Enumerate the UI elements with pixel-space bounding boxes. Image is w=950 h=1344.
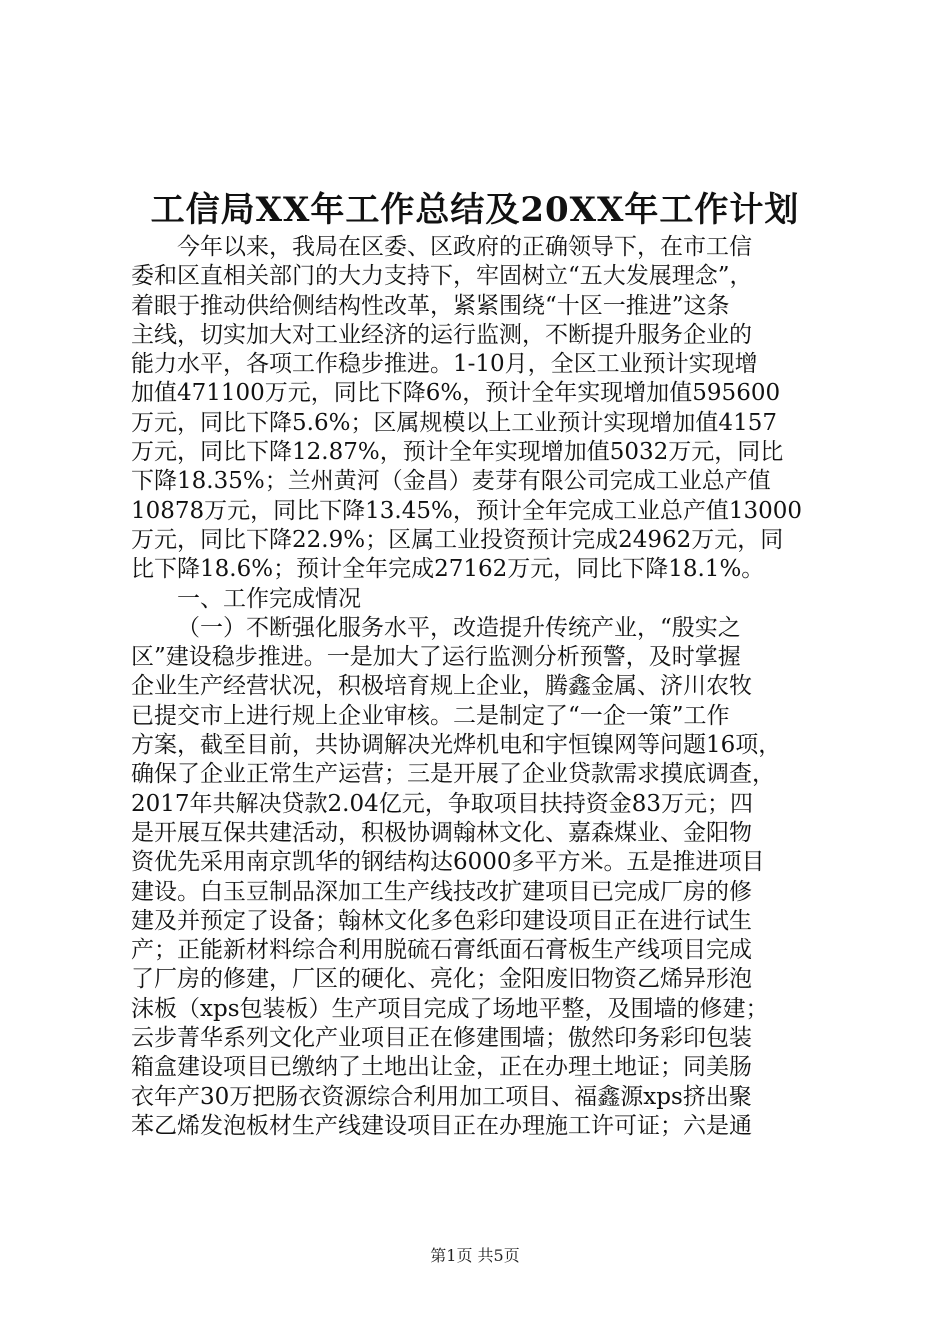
document-body (131, 233, 831, 1141)
paragraph-line: 确保了企业正常生产运营；三是开展了企业贷款需求摸底调查， (131, 761, 775, 788)
paragraph-line: 万元，同比下降12.87%，预计全年实现增加值5032万元，同比 (131, 439, 784, 466)
paragraph-line: 建设。白玉豆制品深加工生产线技改扩建项目已完成厂房的修 (131, 878, 752, 905)
paragraph-line: 万元，同比下降5.6%；区属规模以上工业预计实现增加值4157 (131, 409, 777, 436)
paragraph-line: 比下降18.6%；预计全年完成27162万元，同比下降18.1%。 (131, 556, 765, 583)
paragraph-line: 了厂房的修建，厂区的硬化、亮化；金阳废旧物资乙烯异形泡 (131, 966, 752, 993)
paragraph-line: 云步菁华系列文化产业项目正在修建围墙；傲然印务彩印包装 (131, 1025, 752, 1052)
paragraph-line: 衣年产30万把肠衣资源综合利用加工项目、福鑫源xps挤出聚 (131, 1083, 752, 1110)
paragraph-line: 方案，截至目前，共协调解决光烨机电和宇恒镍网等问题16项， (131, 732, 782, 759)
paragraph-line: 已提交市上进行规上企业审核。二是制定了“一企一策”工作 (131, 702, 730, 729)
paragraph-line: 产；正能新材料综合利用脱硫石膏纸面石膏板生产线项目完成 (131, 937, 752, 964)
paragraph-line: 资优先采用南京凯华的钢结构达6000多平方米。五是推进项目 (131, 849, 765, 876)
paragraph-line: 万元，同比下降22.9%；区属工业投资预计完成24962万元，同 (131, 526, 784, 553)
paragraph-line: 加值471100万元，同比下降6%，预计全年实现增加值595600 (131, 380, 781, 407)
paragraph-line: 10878万元，同比下降13.45%，预计全年完成工业总产值13000 (131, 497, 803, 524)
paragraph-line: 下降18.35%；兰州黄河（金昌）麦芽有限公司完成工业总产值 (131, 468, 771, 495)
paragraph-line: 着眼于推动供给侧结构性改革，紧紧围绕“十区一推进”这条 (131, 292, 730, 319)
paragraph-line: 建及并预定了设备；翰林文化多色彩印建设项目正在进行试生 (131, 907, 752, 934)
paragraph-line: 沫板（xps包装板）生产项目完成了场地平整，及围墙的修建； (131, 995, 769, 1022)
paragraph-line: 2017年共解决贷款2.04亿元，争取项目扶持资金83万元；四 (131, 790, 754, 817)
paragraph-line: 能力水平，各项工作稳步推进。1-10月，全区工业预计实现增 (131, 351, 758, 378)
paragraph-line: 企业生产经营状况，积极培育规上企业，腾鑫金属、济川农牧 (131, 673, 752, 700)
paragraph-line: 是开展互保共建活动，积极协调翰林文化、嘉森煤业、金阳物 (131, 819, 752, 846)
document-title: 工信局XX年工作总结及20XX年工作计划 (150, 190, 800, 230)
paragraph-line: 区”建设稳步推进。一是加大了运行监测分析预警，及时掌握 (131, 644, 741, 671)
paragraph-line: 主线，切实加大对工业经济的运行监测，不断提升服务企业的 (131, 321, 752, 348)
page-number-footer: 第1页 共5页 (430, 1246, 520, 1265)
section-heading: 一、工作完成情况 (177, 585, 361, 612)
paragraph-line: 今年以来，我局在区委、区政府的正确领导下，在市工信 (177, 234, 752, 260)
paragraph-line: 箱盒建设项目已缴纳了土地出让金，正在办理土地证；同美肠 (131, 1054, 752, 1081)
paragraph-line: （一）不断强化服务水平，改造提升传统产业，“殷实之 (177, 614, 741, 641)
paragraph-line: 苯乙烯发泡板材生产线建设项目正在办理施工许可证；六是通 (131, 1112, 752, 1139)
paragraph-line: 委和区直相关部门的大力支持下，牢固树立“五大发展理念”， (131, 263, 753, 290)
